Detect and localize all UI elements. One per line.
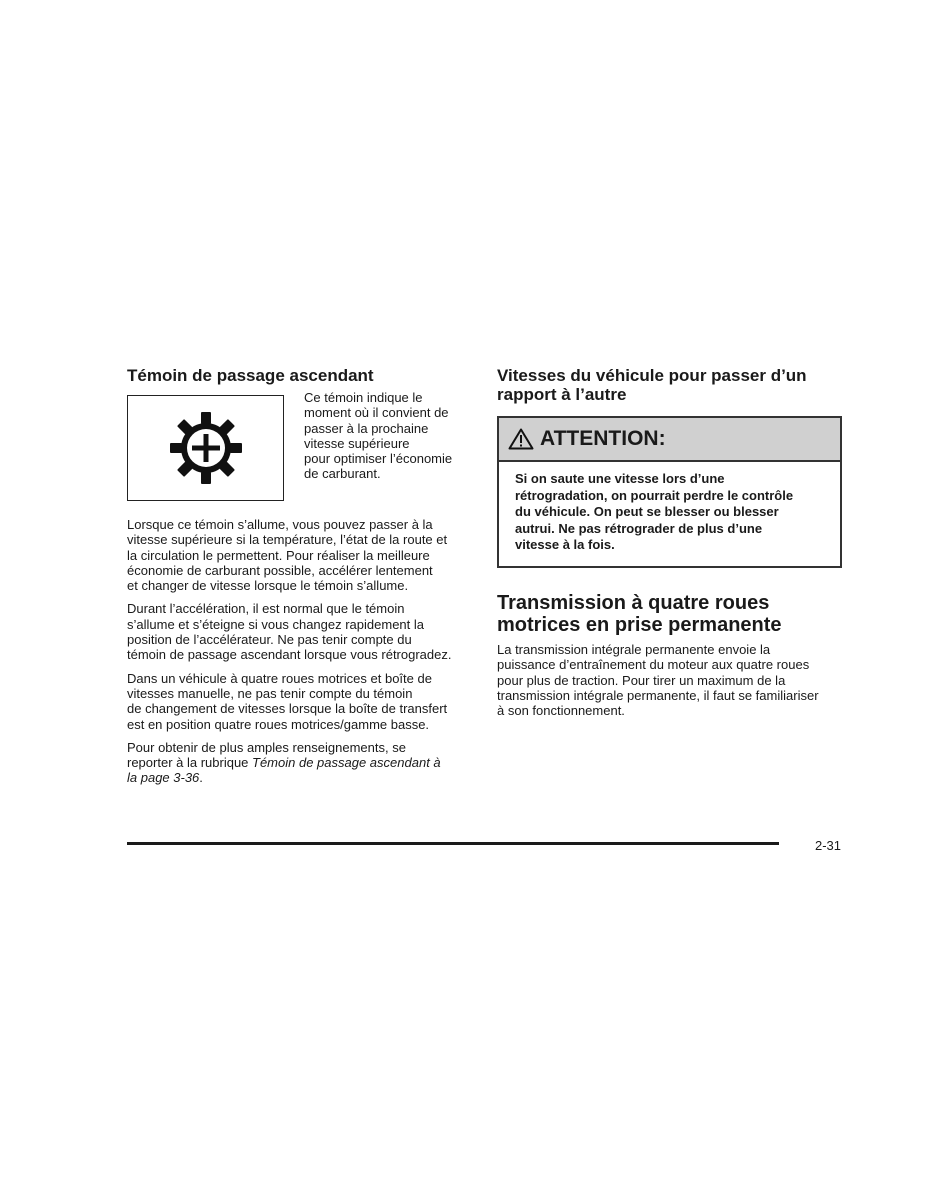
section-heading-full-time-4wd: Transmission à quatre roues motrices en prise permanente <box>497 591 782 636</box>
section-heading-upshift-light: Témoin de passage ascendant <box>127 366 374 385</box>
indicator-caption: Ce témoin indique le moment où il convient de passer à la prochaine vitesse supérieure pour optimiser l’économie de carburant. <box>304 390 453 482</box>
left-column <box>127 366 472 794</box>
right-column <box>497 366 842 726</box>
attention-title: ATTENTION: <box>540 427 666 450</box>
warning-triangle-icon <box>508 428 534 450</box>
paragraph-4wd-manual: Dans un véhicule à quatre roues motrices et boîte de vitesses manuelle, ne pas tenir compte du témoin de changement de vitesses lorsque la boîte de transfert est en position quatre roues motrices/gamme basse. <box>127 670 448 732</box>
indicator-illustration <box>127 395 284 501</box>
indicator-row <box>127 390 472 501</box>
paragraph-full-time-4wd: La transmission intégrale permanente envoie la puissance d’entraînement du moteur aux quatre roues pour plus de traction. Pour tirer un maximum de la transmission intégrale permanente, il faut se familiariser à son fonctionnement. <box>497 641 819 719</box>
attention-body: Si on saute une vitesse lors d’une rétrogradation, on pourrait perdre le contrôle du véhicule. On peut se blesser ou blesser autrui. Ne pas rétrograder de plus d’une vitesse à la fois. <box>515 471 794 553</box>
paragraph-more-info: Pour obtenir de plus amples renseignements, se reporter à la rubrique Témoin de passage ascendant à la page 3-36. <box>127 739 441 786</box>
paragraph-acceleration: Durant l’accélération, il est normal que le témoin s’allume et s’éteigne si vous changez rapidement la position de l’accélérateur. Ne pas tenir compte du témoin de passage ascendant lorsque vous rétrogradez. <box>127 601 452 663</box>
attention-box <box>497 416 842 568</box>
footer-rule <box>127 842 779 845</box>
upshift-gear-plus-icon <box>169 411 243 485</box>
section-heading-vehicle-speeds: Vitesses du véhicule pour passer d’un rapport à l’autre <box>497 366 807 404</box>
paragraph-upshift-when: Lorsque ce témoin s’allume, vous pouvez passer à la vitesse supérieure si la température, l’état de la route et la circulation le permettent. Pour réaliser la meilleure économie de carburant possible, accélérer lentement et changer de vitesse lorsque le témoin s’allume. <box>127 517 448 594</box>
attention-header <box>499 418 840 462</box>
cross-reference-link: Témoin de passage ascendant à <box>252 755 441 771</box>
cross-reference-page: la page 3-36 <box>127 770 200 786</box>
page-number: 2-31 <box>814 838 841 853</box>
